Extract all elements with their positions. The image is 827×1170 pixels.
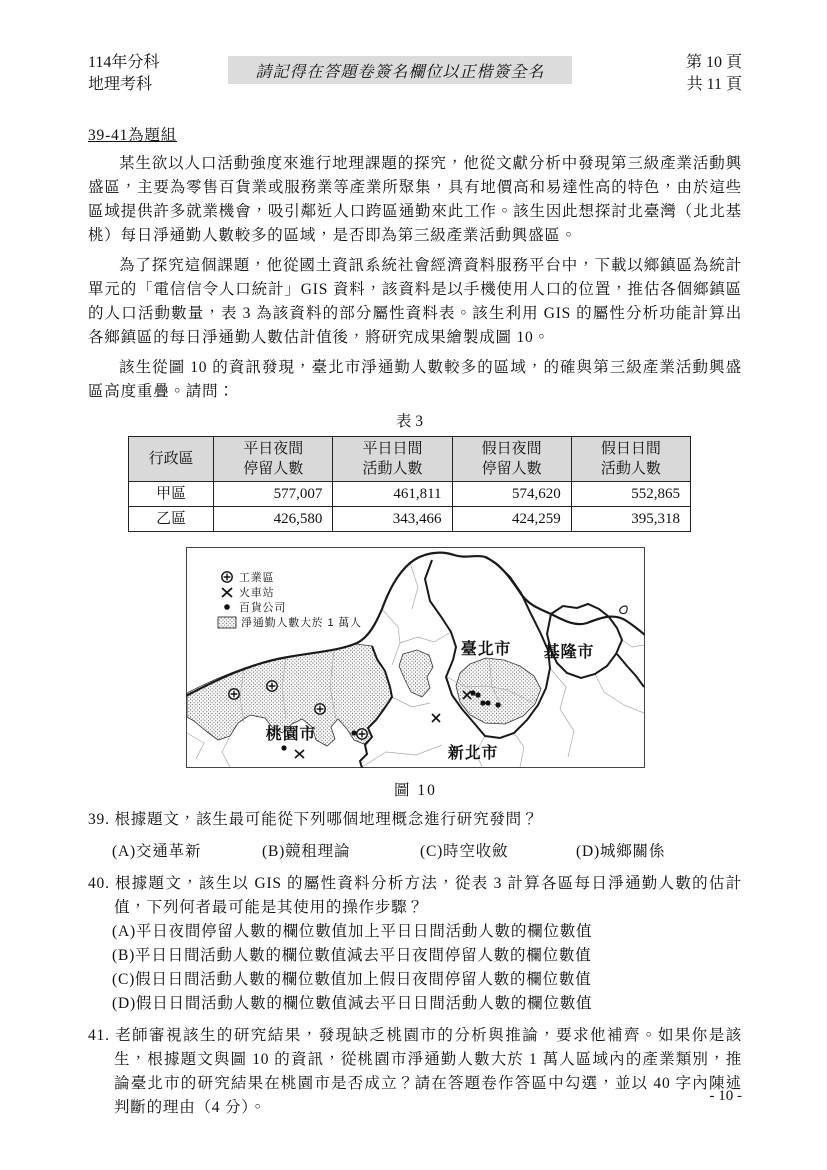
question-number: 40.	[88, 875, 110, 892]
legend-item-industrial	[222, 570, 275, 584]
exam-subject: 地理考科	[88, 76, 153, 93]
question-40	[88, 872, 742, 920]
intro-paragraph-2: 為了探究這個課題，他從國土資訊系統社會經濟資料服務平台中，下載以鄉鎮區為統計單元的「電信信令人口統計」GIS 資料，該資料是以手機使用人口的位置，推估各個鄉鎮區的人口活動數量，表 3 為該資料的部分屬性資料表。該生利用 GIS 的屬性分析功能計算出各鄉鎮區的每日淨通勤人數估計值後，將研究成果繪製成圖 10。	[88, 257, 742, 346]
current-page: 第 10 頁	[685, 54, 742, 71]
department-store-icon	[224, 604, 230, 610]
question-number: 41.	[88, 1027, 110, 1044]
option-d: (D)城鄉關係	[576, 843, 666, 860]
table-3-block	[128, 410, 691, 532]
table-header-weekday-night: 平日夜間 停留人數	[214, 437, 333, 482]
department-store-icon	[495, 702, 500, 707]
table-row	[129, 507, 691, 532]
industrial-area-icon	[229, 689, 239, 699]
total-pages: 共 11 頁	[686, 76, 742, 93]
table-header-district: 行政區	[129, 437, 214, 482]
option-b: (B)競租理論	[262, 843, 351, 860]
map-label-taipei: 臺北市	[460, 641, 512, 658]
signature-notice-text: 請記得在答題卷簽名欄位以正楷簽全名	[255, 63, 545, 81]
legend-label: 百貨公司	[239, 602, 287, 614]
table-cell: 343,466	[333, 507, 452, 532]
figure-10-block	[186, 547, 645, 803]
industrial-area-icon	[222, 572, 232, 582]
industrial-area-icon	[267, 681, 277, 691]
questions-section	[88, 808, 742, 1120]
option-d: (D)假日日間活動人數的欄位數值減去平日日間活動人數的欄位數值	[112, 995, 593, 1012]
page-indicator	[660, 52, 742, 96]
map-figure	[186, 547, 645, 768]
industrial-area-icon	[315, 704, 325, 714]
option-c: (C)假日日間活動人數的欄位數值加上假日夜間停留人數的欄位數值	[112, 971, 592, 988]
table-cell: 甲區	[129, 482, 214, 507]
content-column	[88, 124, 742, 1128]
department-store-icon	[470, 690, 475, 695]
table-cell: 乙區	[129, 507, 214, 532]
question-39-options	[88, 840, 742, 864]
table-cell: 552,865	[571, 482, 690, 507]
question-text: 根據題文，該生最可能從下列哪個地理概念進行研究發問？	[114, 811, 539, 828]
department-store-icon	[351, 730, 356, 735]
question-group-title: 39-41為題組	[88, 127, 178, 144]
question-text: 根據題文，該生以 GIS 的屬性資料分析方法，從表 3 計算各區每日淨通勤人數的估計值，下列何者最可能是其使用的操作步驟？	[114, 875, 742, 916]
signature-notice	[228, 56, 572, 84]
page-number: - 10 -	[709, 1088, 742, 1104]
map-label-new-taipei: 新北市	[447, 745, 499, 762]
table-cell: 426,580	[214, 507, 333, 532]
option-b: (B)平日日間活動人數的欄位數值減去平日夜間停留人數的欄位數值	[112, 947, 592, 964]
legend-label: 淨通勤人數大於 1 萬人	[241, 617, 362, 629]
table-cell: 395,318	[571, 507, 690, 532]
table-header-weekday-day: 平日日間 活動人數	[333, 437, 452, 482]
option-a: (A)交通革新	[112, 843, 202, 860]
table-cell: 574,620	[452, 482, 571, 507]
option-a: (A)平日夜間停留人數的欄位數值加上平日日間活動人數的欄位數值	[112, 923, 593, 940]
department-store-icon	[281, 745, 286, 750]
department-store-icon	[480, 700, 485, 705]
legend-label: 火車站	[239, 587, 275, 599]
intro-paragraph-3: 該生從圖 10 的資訊發現，臺北市淨通勤人數較多的區域，的確與第三級產業活動興盛區高度重疊。請問：	[88, 359, 742, 400]
option-c: (C)時空收斂	[420, 843, 509, 860]
map-label-taoyuan: 桃園市	[265, 726, 317, 743]
question-number: 39.	[88, 811, 110, 828]
net-commuters-pattern-swatch	[218, 617, 236, 628]
exam-year: 114年分科	[88, 54, 160, 71]
question-39	[88, 808, 742, 832]
attribute-table	[128, 436, 691, 532]
table-cell: 424,259	[452, 507, 571, 532]
table-header-holiday-night: 假日夜間 停留人數	[452, 437, 571, 482]
question-text: 老師審視該生的研究結果，發現缺乏桃園市的分析與推論，要求他補齊。如果你是該生，根據題文與圖 10 的資訊，從桃園市淨通勤人數大於 1 萬人區域內的產業類別，推論臺北市的研究結果在桃園市是否成立？請在答題卷作答區中勾選，並以 40 字內陳述判斷的理由（4 分）。	[114, 1027, 742, 1116]
department-store-icon	[485, 700, 490, 705]
table-caption: 表 3	[395, 413, 424, 430]
industrial-area-icon	[357, 729, 367, 739]
table-row	[129, 482, 691, 507]
table-cell: 577,007	[214, 482, 333, 507]
intro-paragraph-1: 某生欲以人口活動強度來進行地理課題的探究，他從文獻分析中發現第三級產業活動興盛區，主要為零售百貨業或服務業等產業所聚集，具有地價高和易達性高的特色，由於這些區域提供許多就業機會，吸引鄰近人口跨區通勤來此工作。該生因此想探討北臺灣（北北基桃）每日淨通勤人數較多的區域，是否即為第三級產業活動興盛區。	[88, 155, 742, 244]
department-store-icon	[475, 692, 480, 697]
legend-label: 工業區	[239, 572, 275, 584]
map-label-keelung: 基隆市	[543, 644, 595, 661]
table-header-holiday-day: 假日日間 活動人數	[571, 437, 690, 482]
exam-title	[88, 52, 159, 96]
table-header-row	[129, 437, 691, 482]
table-cell: 461,811	[333, 482, 452, 507]
question-41	[88, 1024, 742, 1120]
figure-caption: 圖 10	[394, 782, 437, 799]
